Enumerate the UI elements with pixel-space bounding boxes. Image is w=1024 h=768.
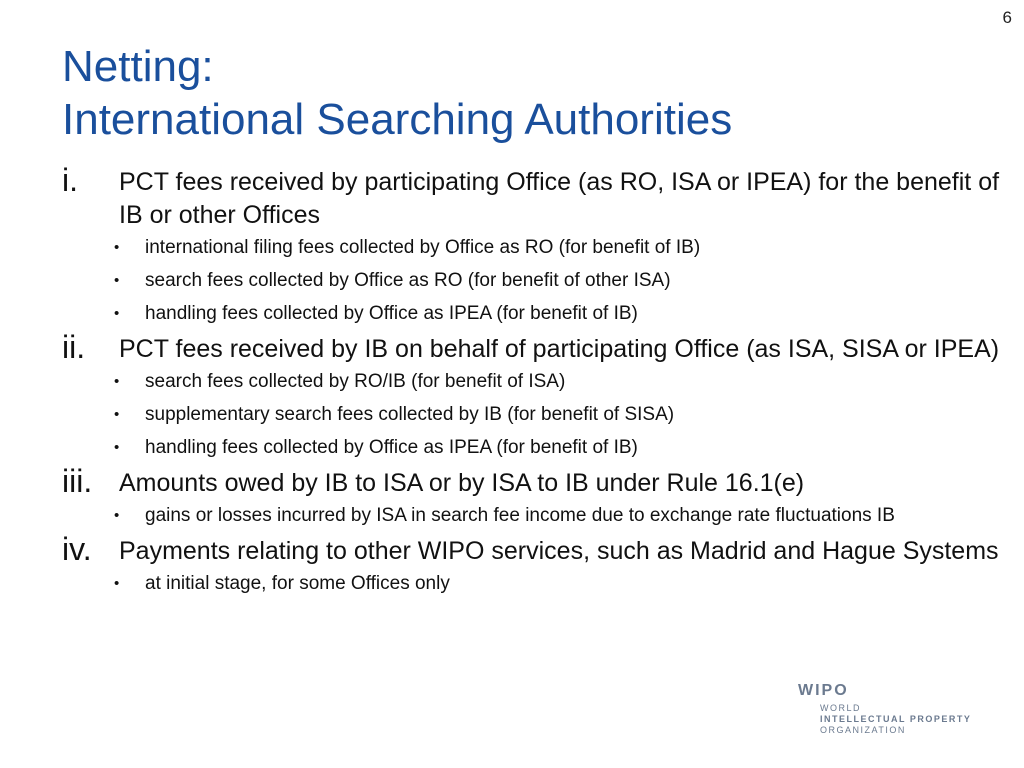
bullet-item [114, 234, 1002, 261]
wipo-logo [798, 682, 971, 736]
bullet-text: international filing fees collected by Office as RO (for benefit of IB) [145, 237, 701, 258]
title-line-1: Netting: [62, 42, 214, 91]
item-text: Amounts owed by IB to ISA or by ISA to IB under Rule 16.1(e) [119, 469, 805, 497]
bullet-icon: • [114, 373, 120, 390]
item-numeral: ii. [62, 329, 86, 365]
bullet-text: at initial stage, for some Offices only [145, 573, 450, 594]
bullet-icon: • [114, 305, 120, 322]
list-item-iv [62, 531, 1002, 597]
bullet-list [62, 570, 1002, 597]
bullet-icon: • [114, 439, 120, 456]
bullet-list [62, 502, 1002, 529]
bullet-list [62, 234, 1002, 327]
list-item-iii [62, 463, 1002, 529]
bullet-item [114, 434, 1002, 461]
list-item-ii [62, 329, 1002, 461]
logo-line-org: ORGANIZATION [820, 725, 906, 735]
logo-mark: WIPO [798, 682, 849, 699]
item-text: PCT fees received by IB on behalf of participating Office (as ISA, SISA or IPEA) [119, 335, 1000, 363]
bullet-icon: • [114, 239, 120, 256]
bullet-text: supplementary search fees collected by IB (for benefit of SISA) [145, 404, 675, 425]
bullet-item [114, 300, 1002, 327]
item-numeral: iii. [62, 463, 93, 499]
bullet-item [114, 368, 1002, 395]
logo-line-ip: INTELLECTUAL PROPERTY [820, 714, 972, 724]
bullet-item [114, 267, 1002, 294]
page-number: 6 [1002, 8, 1012, 27]
item-text: Payments relating to other WIPO services, such as Madrid and Hague Systems [119, 537, 999, 565]
slide-content [62, 162, 1002, 603]
item-numeral: iv. [62, 531, 92, 567]
bullet-icon: • [114, 272, 120, 289]
bullet-text: search fees collected by RO/IB (for benefit of ISA) [145, 371, 566, 392]
bullet-item [114, 502, 1002, 529]
bullet-icon: • [114, 575, 120, 592]
bullet-text: gains or losses incurred by ISA in search fee income due to exchange rate fluctuations IB [145, 505, 895, 526]
title-line-2: International Searching Authorities [62, 95, 733, 144]
bullet-text: search fees collected by Office as RO (for benefit of other ISA) [145, 270, 671, 291]
list-item-i [62, 162, 1002, 327]
bullet-text: handling fees collected by Office as IPEA (for benefit of IB) [145, 437, 638, 458]
bullet-item [114, 401, 1002, 428]
bullet-text: handling fees collected by Office as IPEA (for benefit of IB) [145, 303, 638, 324]
bullet-icon: • [114, 507, 120, 524]
bullet-list [62, 368, 1002, 461]
item-text: PCT fees received by participating Office (as RO, ISA or IPEA) for the benefit of IB or other Offices [119, 168, 1000, 229]
bullet-item [114, 570, 1002, 597]
slide-title [62, 40, 732, 146]
item-numeral: i. [62, 162, 78, 198]
logo-line-world: WORLD [820, 703, 861, 713]
bullet-icon: • [114, 406, 120, 423]
